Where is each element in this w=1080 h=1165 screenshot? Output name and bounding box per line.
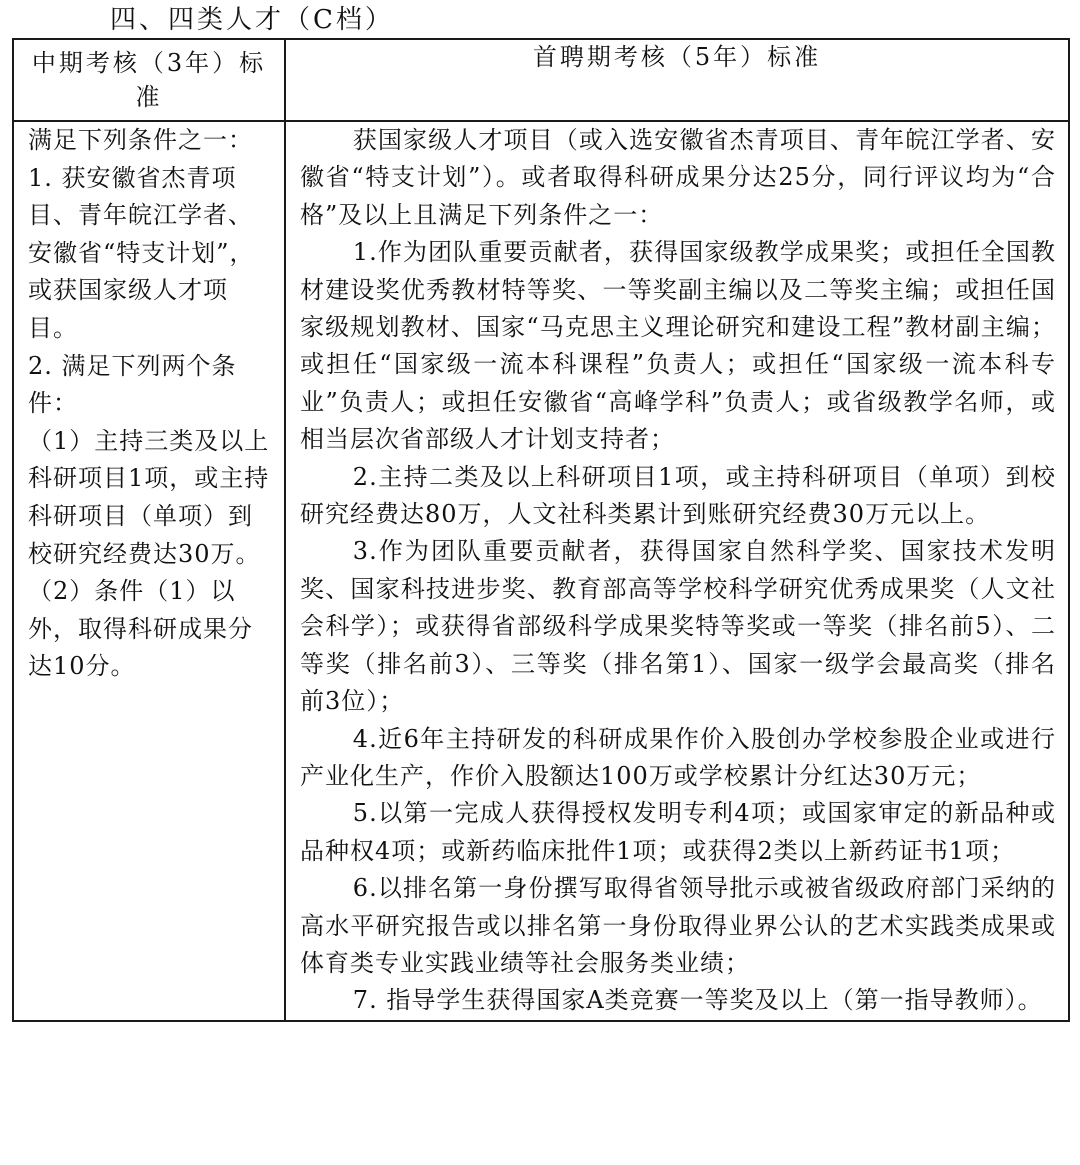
first-term-criteria-cell [285,121,1069,1021]
mid-term-condition-2: 2. 满足下列两个条件： [28,351,237,418]
table-body-row [13,121,1069,1021]
first-term-intro: 获国家级人才项目（或入选安徽省杰青项目、青年皖江学者、安徽省“特支计划”）。或者取得科研成果分达25分，同行评议均为“合格”及以上且满足下列条件之一： [300,126,1056,229]
section-title: 四、四类人才（C档） [110,5,394,35]
mid-term-condition-2-2: （2）条件（1）以外，取得科研成果分达10分。 [28,577,253,681]
mid-term-criteria-cell [13,121,285,1021]
mid-term-intro: 满足下列条件之一： [28,126,253,154]
assessment-criteria-table [12,38,1070,1022]
first-term-header: 首聘期考核（5年）标准 [285,39,1069,121]
mid-term-header: 中期考核（3年）标准 [13,39,285,121]
table-header-row [13,39,1069,121]
first-term-condition-2: 2.主持二类及以上科研项目1项，或主持科研项目（单项）到校研究经费达80万，人文社科类累计到账研究经费30万元以上。 [300,462,1056,529]
first-term-condition-6: 6.以排名第一身份撰写取得省领导批示或被省级政府部门采纳的高水平研究报告或以排名第一身份取得业界公认的艺术实践类成果或体育类专业实践业绩等社会服务类业绩； [300,874,1056,977]
mid-term-condition-1: 1. 获安徽省杰青项目、青年皖江学者、安徽省“特支计划”，或获国家级人才项目。 [28,163,255,342]
first-term-condition-5: 5.以第一完成人获得授权发明专利4项；或国家审定的新品种或品种权4项；或新药临床批件1项；或获得2类以上新药证书1项； [300,799,1056,865]
mid-term-condition-2-1: （1）主持三类及以上科研项目1项，或主持科研项目（单项）到校研究经费达30万。 [28,426,270,568]
first-term-condition-1: 1.作为团队重要贡献者，获得国家级教学成果奖；或担任全国教材建设奖优秀教材特等奖、一等奖副主编以及二等奖主编；或担任国家级规划教材、国家“马克思主义理论研究和建设工程”教材副主编；或担任“国家级一流本科课程”负责人；或担任“国家级一流本科专业”负责人；或担任安徽省“高峰学科”负责人；或省级教学名师，或相当层次省部级人才计划支持者； [300,238,1056,454]
first-term-condition-3: 3.作为团队重要贡献者，获得国家自然科学奖、国家技术发明奖、国家科技进步奖、教育部高等学校科学研究优秀成果奖（人文社会科学）；或获得省部级科学成果奖特等奖或一等奖（排名前5）、二等奖（排名前3）、三等奖（排名第1）、国家一级学会最高奖（排名前3位）； [300,537,1056,716]
first-term-condition-4: 4.近6年主持研发的科研成果作价入股创办学校参股企业或进行产业化生产，作价入股额达100万或学校累计分红达30万元； [300,724,1056,790]
first-term-condition-7: 7. 指导学生获得国家A类竞赛一等奖及以上（第一指导教师）。 [352,986,1043,1015]
